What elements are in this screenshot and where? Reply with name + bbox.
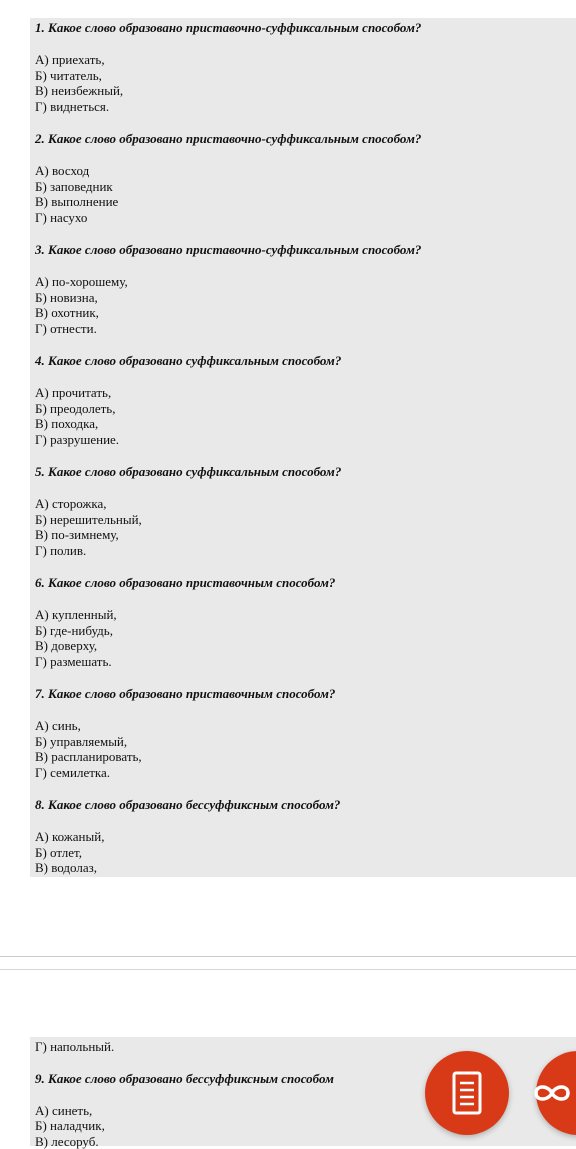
answer-option: В) охотник, [35, 305, 575, 321]
answer-option: А) синеть, [35, 1103, 575, 1119]
question-1 [35, 20, 575, 114]
question-title: 7. Какое слово образовано приставочным способом? [35, 686, 575, 702]
answer-option: В) неизбежный, [35, 83, 575, 99]
answer-option: Г) виднеться. [35, 99, 575, 115]
answer-option: А) сторожка, [35, 496, 575, 512]
answer-option: Б) нерешительный, [35, 512, 575, 528]
answer-option: Г) размешать. [35, 654, 575, 670]
answer-option: Г) семилетка. [35, 765, 575, 781]
question-title: 5. Какое слово образовано суффиксальным способом? [35, 464, 575, 480]
answer-option: В) по-зимнему, [35, 527, 575, 543]
answer-option: Б) где-нибудь, [35, 623, 575, 639]
answer-option: Г) полив. [35, 543, 575, 559]
page-divider [0, 956, 576, 957]
answer-option: А) прочитать, [35, 385, 575, 401]
question-5 [35, 464, 575, 558]
answer-option: В) водолаз, [35, 860, 575, 876]
answer-option: Б) преодолеть, [35, 401, 575, 417]
question-title: 9. Какое слово образовано бессуффиксным способом [35, 1071, 575, 1087]
answer-option: А) по-хорошему, [35, 274, 575, 290]
question-title: 4. Какое слово образовано суффиксальным способом? [35, 353, 575, 369]
infinity-icon [532, 1081, 572, 1105]
answer-option: А) синь, [35, 718, 575, 734]
answer-option: В) походка, [35, 416, 575, 432]
answer-option: Г) отнести. [35, 321, 575, 337]
question-title: 3. Какое слово образовано приставочно-суффиксальным способом? [35, 242, 575, 258]
answer-option: В) выполнение [35, 194, 575, 210]
book-icon [452, 1071, 482, 1115]
answer-option: Г) разрушение. [35, 432, 575, 448]
question-8 [35, 797, 575, 876]
answer-option: В) распланировать, [35, 749, 575, 765]
answer-option: Г) насухо [35, 210, 575, 226]
question-2 [35, 131, 575, 225]
book-button[interactable] [425, 1051, 509, 1135]
answer-option: А) кожаный, [35, 829, 575, 845]
answer-option: В) доверху, [35, 638, 575, 654]
question-title: 2. Какое слово образовано приставочно-суффиксальным способом? [35, 131, 575, 147]
question-6 [35, 575, 575, 669]
answer-option: Б) управляемый, [35, 734, 575, 750]
answer-option: Б) наладчик, [35, 1118, 575, 1134]
answer-option: Г) напольный. [35, 1039, 575, 1055]
answer-option: А) восход [35, 163, 575, 179]
question-title: 1. Какое слово образовано приставочно-суффиксальным способом? [35, 20, 575, 36]
answer-option: А) приехать, [35, 52, 575, 68]
answer-option: Б) читатель, [35, 68, 575, 84]
answer-option: Б) отлет, [35, 845, 575, 861]
question-title: 8. Какое слово образовано бессуффиксным способом? [35, 797, 575, 813]
page-divider [0, 969, 576, 970]
answer-option: А) купленный, [35, 607, 575, 623]
question-7 [35, 686, 575, 780]
answer-option: В) лесоруб. [35, 1134, 575, 1149]
question-title: 6. Какое слово образовано приставочным способом? [35, 575, 575, 591]
question-4 [35, 353, 575, 447]
question-3 [35, 242, 575, 336]
answer-option: Б) заповедник [35, 179, 575, 195]
answer-option: Б) новизна, [35, 290, 575, 306]
